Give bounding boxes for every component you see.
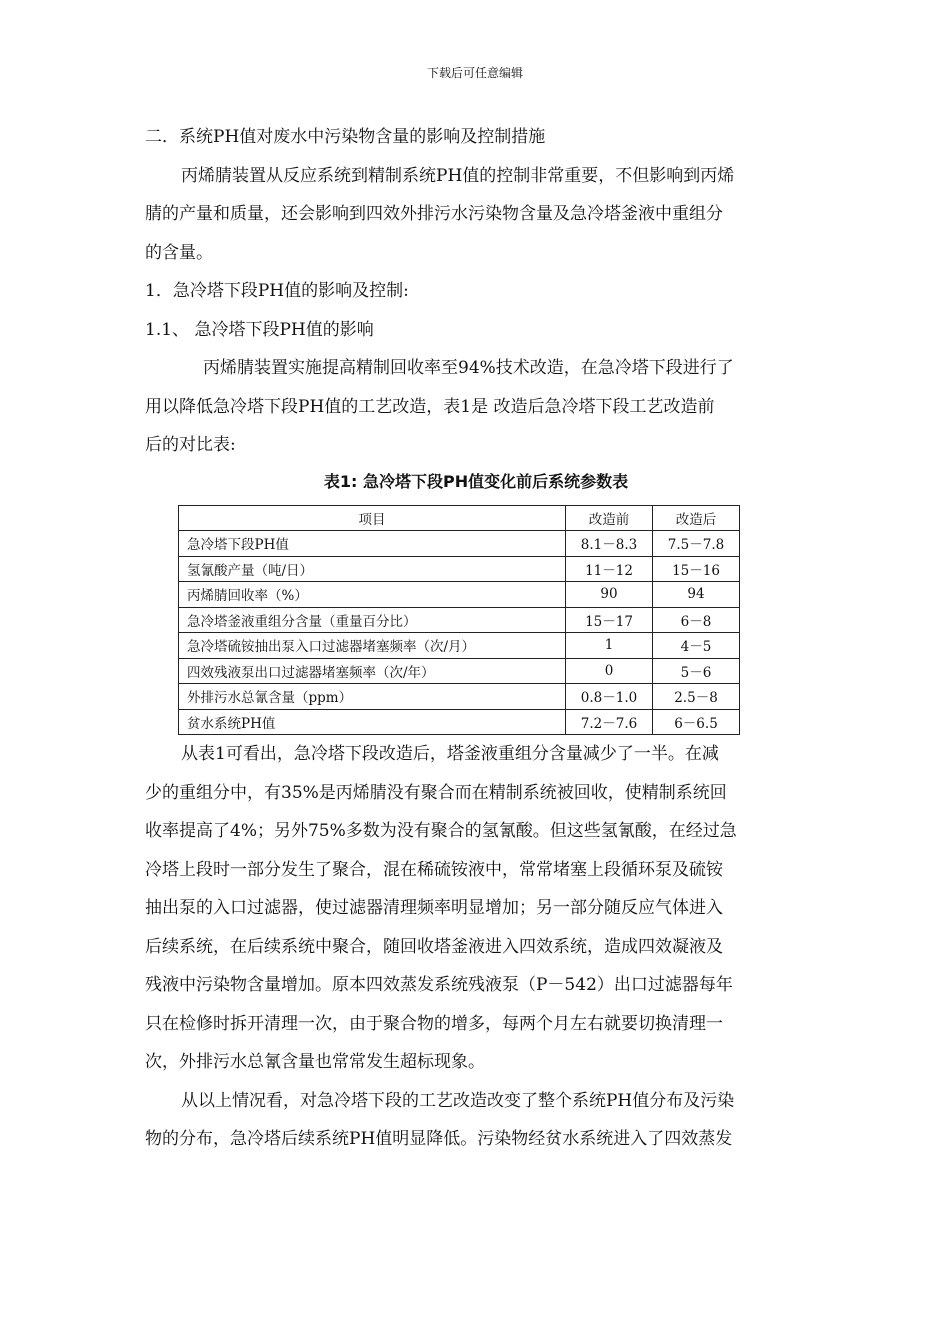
cell-after: 6－8 bbox=[653, 607, 740, 633]
cell-item: 急冷塔下段PH值 bbox=[179, 531, 566, 557]
cell-item: 贫水系统PH值 bbox=[179, 709, 566, 735]
document-body bbox=[145, 118, 807, 1159]
header-before: 改造前 bbox=[566, 505, 653, 531]
header-item: 项目 bbox=[179, 505, 566, 531]
cell-item: 四效残液泵出口过滤器堵塞频率（次/年） bbox=[179, 658, 566, 684]
text-line: 从以上情况看，对急冷塔下段的工艺改造改变了整个系统PH值分布及污染 bbox=[181, 1090, 735, 1111]
subheading-1-1: 1.1、 急冷塔下段PH值的影响 bbox=[145, 319, 374, 340]
text-line: 冷塔上段时一部分发生了聚合，混在稀硫铵液中，常常堵塞上段循环泵及硫铵 bbox=[145, 859, 723, 880]
table-row bbox=[179, 582, 740, 608]
cell-before: 90 bbox=[566, 582, 653, 608]
analysis-paragraph bbox=[145, 735, 807, 1082]
cell-before: 0.8－1.0 bbox=[566, 684, 653, 710]
text-line: 物的分布，急冷塔后续系统PH值明显降低。污染物经贫水系统进入了四效蒸发 bbox=[145, 1129, 733, 1149]
text-line: 从表1可看出，急冷塔下段改造后，塔釜液重组分含量减少了一半。在减 bbox=[181, 744, 719, 764]
text-line: 收率提高了4%；另外75%多数为没有聚合的氢氰酸。但这些氢氰酸，在经过急 bbox=[145, 821, 737, 841]
table-row bbox=[179, 556, 740, 582]
table-intro-paragraph bbox=[145, 349, 807, 465]
cell-after: 94 bbox=[653, 582, 740, 608]
text-line: 腈的产量和质量，还会影响到四效外排污水污染物含量及急冷塔釜液中重组分 bbox=[145, 204, 723, 224]
cell-after: 5－6 bbox=[653, 658, 740, 684]
table-row bbox=[179, 607, 740, 633]
cell-after: 15－16 bbox=[653, 556, 740, 582]
intro-paragraph bbox=[145, 157, 807, 273]
text-line: 用以降低急冷塔下段PH值的工艺改造，表1是 改造后急冷塔下段工艺改造前 bbox=[145, 396, 715, 417]
table-caption: 表1: 急冷塔下段PH值变化前后系统参数表 bbox=[323, 471, 629, 491]
text-line: 少的重组分中，有35%是丙烯腈没有聚合而在精制系统被回收，使精制系统回 bbox=[145, 782, 727, 803]
cell-after: 4－5 bbox=[653, 633, 740, 659]
table-row bbox=[179, 684, 740, 710]
section-heading: 二．系统PH值对废水中污染物含量的影响及控制措施 bbox=[145, 127, 546, 147]
cell-item: 氢氰酸产量（吨/日） bbox=[179, 556, 566, 582]
subheading-1: 1．急冷塔下段PH值的影响及控制: bbox=[145, 281, 409, 301]
cell-before: 15－17 bbox=[566, 607, 653, 633]
cell-before: 7.2－7.6 bbox=[566, 709, 653, 735]
conclusion-paragraph bbox=[145, 1082, 807, 1159]
text-line: 后续系统，在后续系统中聚合，随回收塔釜液进入四效系统，造成四效凝液及 bbox=[145, 936, 723, 957]
cell-item: 丙烯腈回收率（%） bbox=[179, 582, 566, 608]
text-line: 的含量。 bbox=[145, 242, 213, 263]
text-line: 丙烯腈装置从反应系统到精制系统PH值的控制非常重要，不但影响到丙烯 bbox=[181, 165, 735, 186]
table-row bbox=[179, 633, 740, 659]
text-line: 残液中污染物含量增加。原本四效蒸发系统残液泵（P－542）出口过滤器每年 bbox=[145, 975, 733, 995]
cell-before: 1 bbox=[566, 633, 653, 659]
page-header-note: 下载后可任意编辑 bbox=[426, 66, 523, 80]
table-header-row bbox=[179, 505, 740, 531]
text-line: 次，外排污水总氰含量也常常发生超标现象。 bbox=[145, 1052, 485, 1072]
cell-item: 急冷塔釜液重组分含量（重量百分比） bbox=[179, 607, 566, 633]
parameter-table bbox=[178, 505, 740, 736]
text-line: 后的对比表: bbox=[145, 435, 236, 455]
cell-item: 急冷塔硫铵抽出泵入口过滤器堵塞频率（次/月） bbox=[179, 633, 566, 659]
cell-after: 2.5－8 bbox=[653, 684, 740, 710]
table-row bbox=[179, 531, 740, 557]
cell-item: 外排污水总氰含量（ppm） bbox=[179, 684, 566, 710]
header-after: 改造后 bbox=[653, 505, 740, 531]
text-line: 抽出泵的入口过滤器，使过滤器清理频率明显增加；另一部分随反应气体进入 bbox=[145, 898, 723, 918]
cell-after: 7.5－7.8 bbox=[653, 531, 740, 557]
table-row bbox=[179, 658, 740, 684]
cell-after: 6－6.5 bbox=[653, 709, 740, 735]
text-line: 只在检修时拆开清理一次，由于聚合物的增多，每两个月左右就要切换清理一 bbox=[145, 1013, 723, 1034]
cell-before: 11－12 bbox=[566, 556, 653, 582]
cell-before: 0 bbox=[566, 658, 653, 684]
table-row bbox=[179, 709, 740, 735]
text-line: 丙烯腈装置实施提高精制回收率至94%技术改造，在急冷塔下段进行了 bbox=[203, 358, 734, 378]
cell-before: 8.1－8.3 bbox=[566, 531, 653, 557]
